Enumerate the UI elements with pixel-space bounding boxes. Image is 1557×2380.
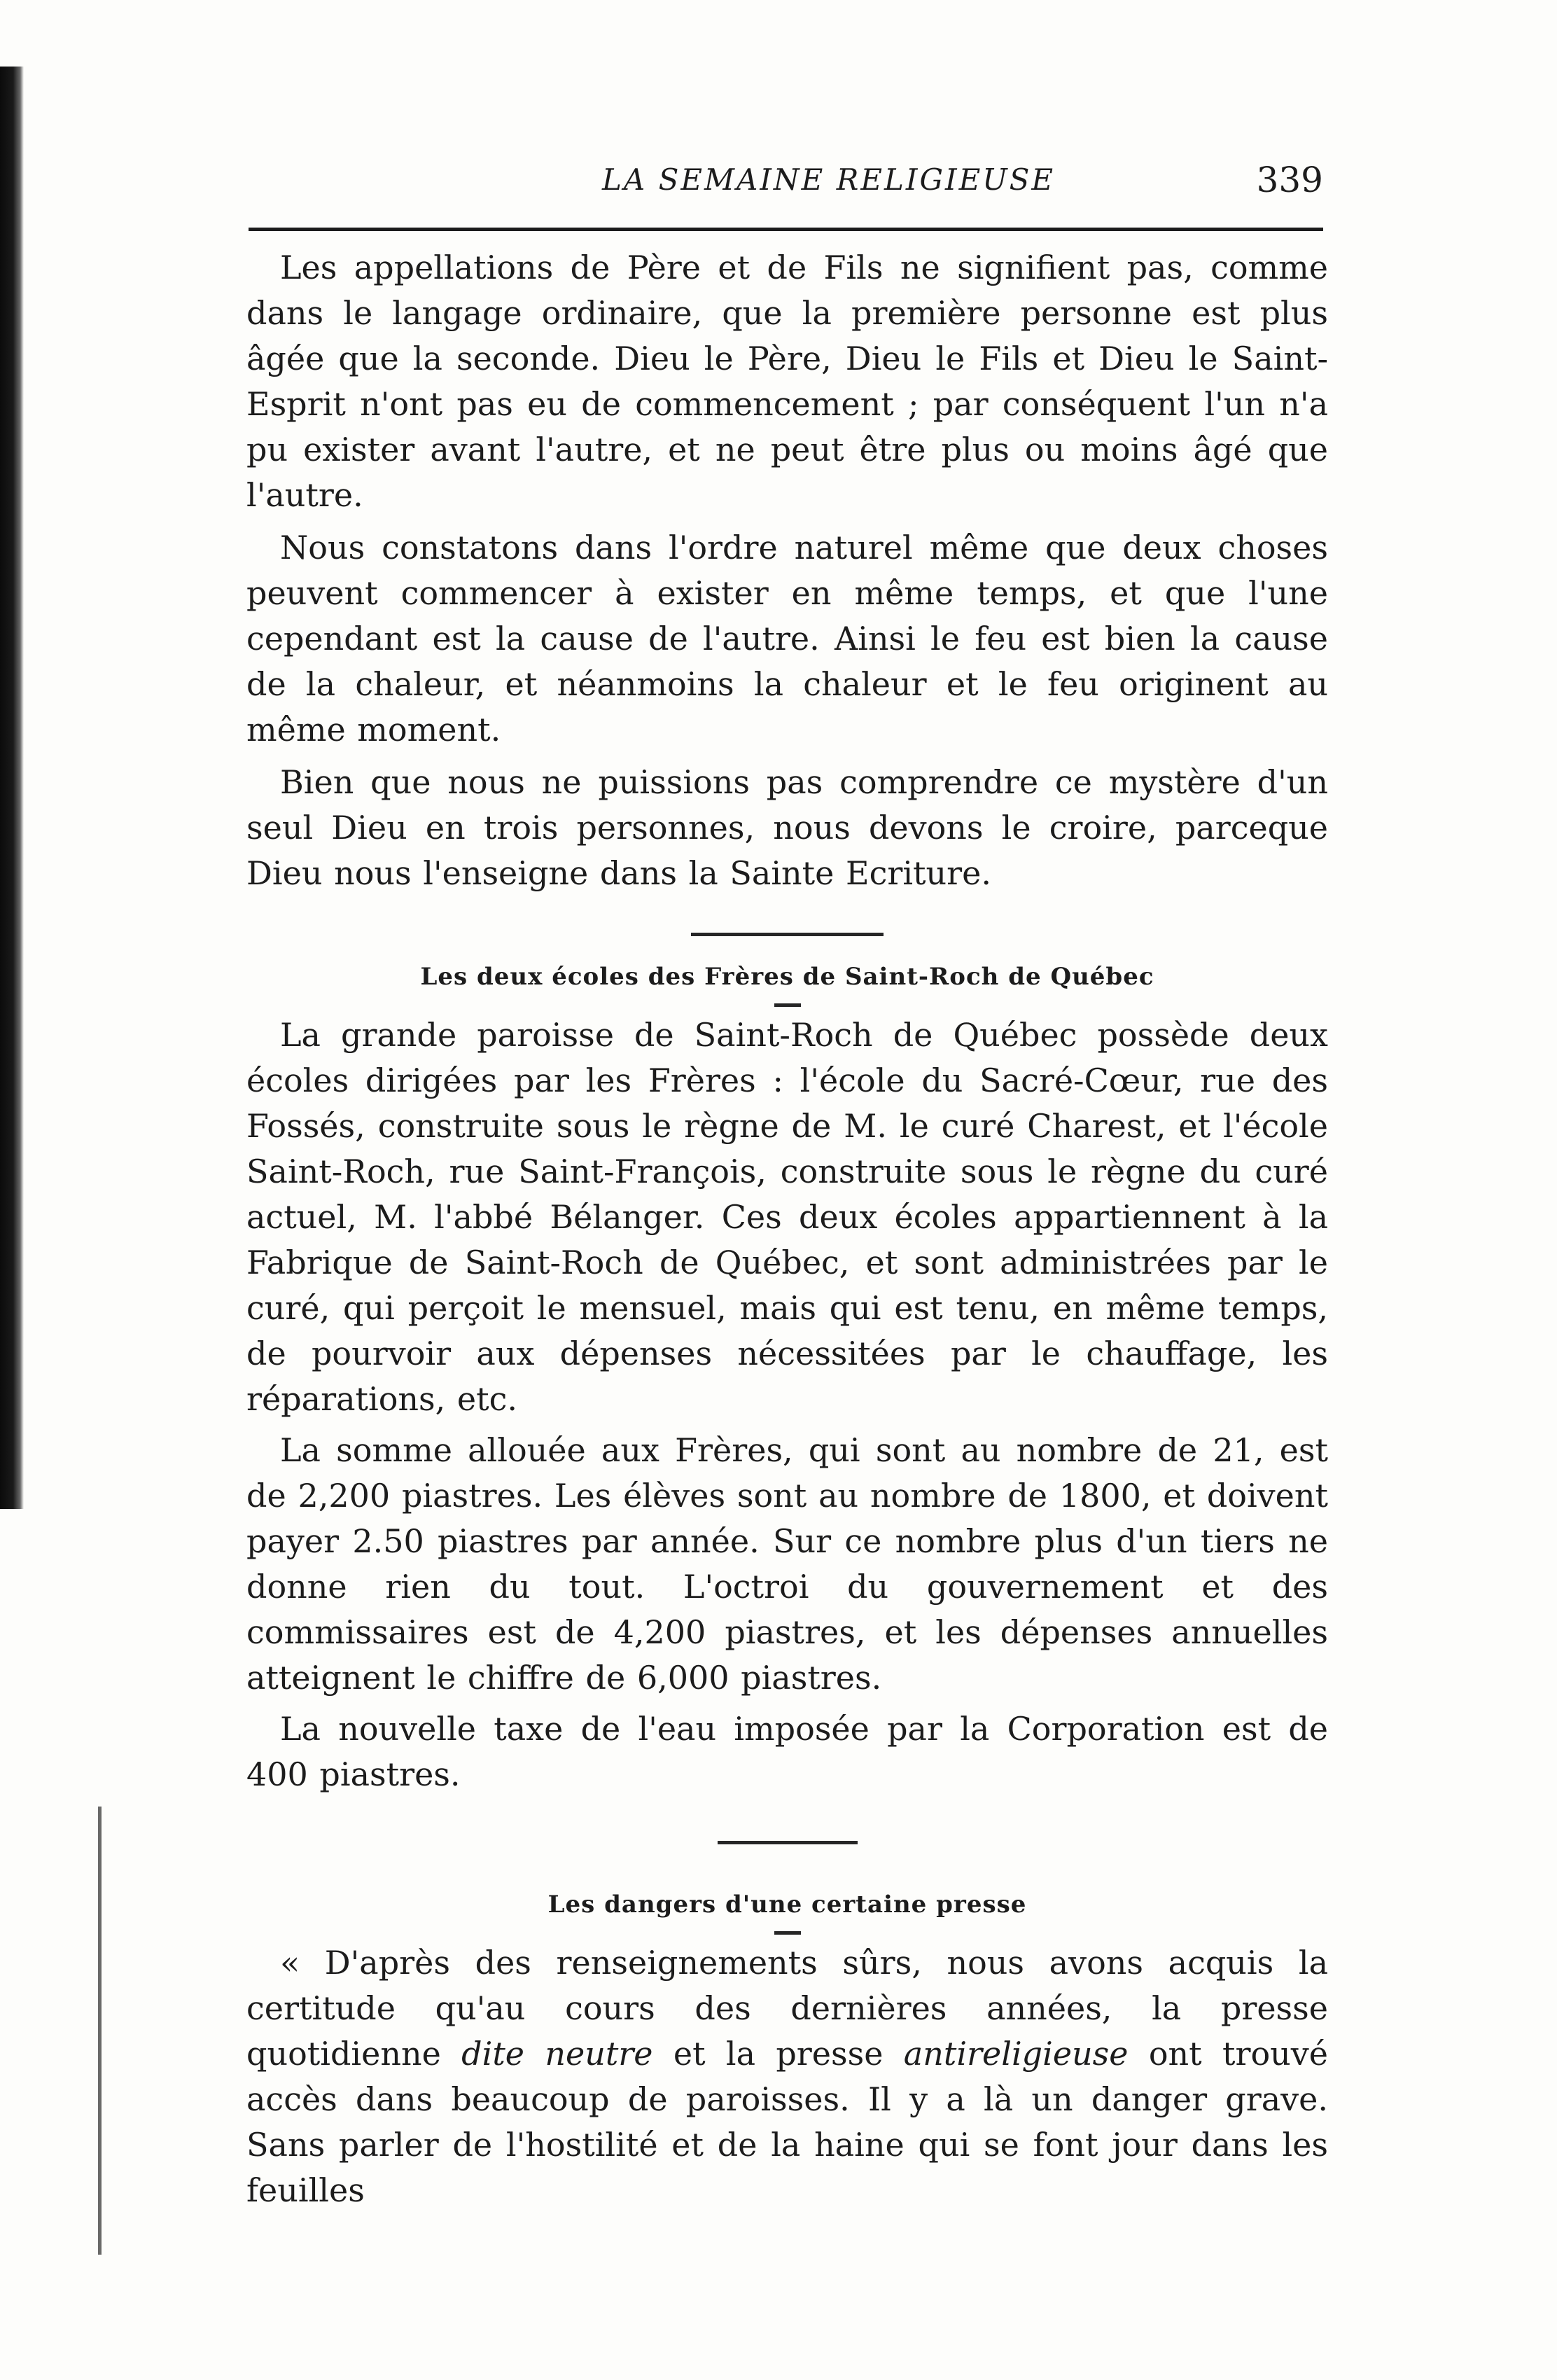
quote-italic-text: antireligieuse xyxy=(903,2035,1129,2073)
section-press xyxy=(246,1891,1328,2213)
quote-italic-text: dite neutre xyxy=(461,2035,653,2073)
paragraph: Bien que nous ne puissions pas comprendre ce mystère d'un seul Dieu en trois personnes, nous devons le croire, parceque Dieu nous l'enseigne dans la Sainte Ecriture. xyxy=(246,763,1328,892)
paragraph: La somme allouée aux Frères, qui sont au nombre de 21, est de 2,200 piastres. Les élèves sont au nombre de 1800, et doivent payer 2.50 piastres par année. Sur ce nombre plus d'un tiers ne donne rien du tout. L'octroi du gouvernement et des commissaires est de 4,200 piastres, et les dépenses annuelles atteignent le chiffre de 6,000 piastres. xyxy=(246,1431,1328,1697)
page-number: 339 xyxy=(1256,160,1323,200)
running-title: LA SEMAINE RELIGIEUSE xyxy=(602,162,1056,197)
section-trinity xyxy=(246,245,1328,896)
paragraph: La nouvelle taxe de l'eau imposée par la Corporation est de 400 piastres. xyxy=(246,1710,1328,1793)
quote-paragraph xyxy=(246,1940,1328,2213)
quote-text: ont trouvé accès dans beaucoup de paroisses. Il y a là un danger grave. Sans parler de l'hostilité et de la haine qui se font jour dans les feuilles xyxy=(246,2035,1328,2209)
section-separator xyxy=(691,933,884,936)
book-spine-shadow xyxy=(0,67,24,1509)
section-schools xyxy=(246,963,1328,1797)
book-edge-line xyxy=(98,1807,102,2255)
paragraph: La grande paroisse de Saint-Roch de Québec possède deux écoles dirigées par les Frères : l'école du Sacré-Cœur, rue des Fossés, construite sous le règne de M. le curé Charest, et l'école Saint-Roch, rue Saint-François, construite sous le règne du curé actuel, M. l'abbé Bélanger. Ces deux écoles appartiennent à la Fabrique de Saint-Roch de Québec, et sont administrées par le curé, qui perçoit le mensuel, mais qui est tenu, en même temps, de pourvoir aux dépenses nécessitées par le chauffage, les réparations, etc. xyxy=(246,1016,1328,1418)
page-header xyxy=(249,162,1323,207)
quote-text: « D'après des renseignements sûrs, nous avons acquis la certitude qu'au cours des dernières années, la presse quotidienne xyxy=(246,1944,1328,2073)
section-heading: Les deux écoles des Frères de Saint-Roch de Québec xyxy=(420,963,1154,991)
page-body xyxy=(246,245,1328,2213)
section-heading: Les dangers d'une certaine presse xyxy=(547,1891,1027,1919)
header-rule xyxy=(249,228,1323,231)
heading-dash xyxy=(774,1931,801,1935)
quote-text: et la presse xyxy=(673,2035,884,2073)
heading-dash xyxy=(774,1003,801,1007)
paragraph: Les appellations de Père et de Fils ne signifient pas, comme dans le langage ordinaire, que la première personne est plus âgée que la seconde. Dieu le Père, Dieu le Fils et Dieu le Saint-Esprit n'ont pas eu de commencement ; par conséquent l'un n'a pu exister avant l'autre, et ne peut être plus ou moins âgé que l'autre. xyxy=(246,249,1328,514)
paragraph: Nous constatons dans l'ordre naturel même que deux choses peuvent commencer à exister en même temps, et que l'une cependant est la cause de l'autre. Ainsi le feu est bien la cause de la chaleur, et néanmoins la chaleur et le feu originent au même moment. xyxy=(246,529,1328,749)
section-separator xyxy=(718,1841,858,1844)
